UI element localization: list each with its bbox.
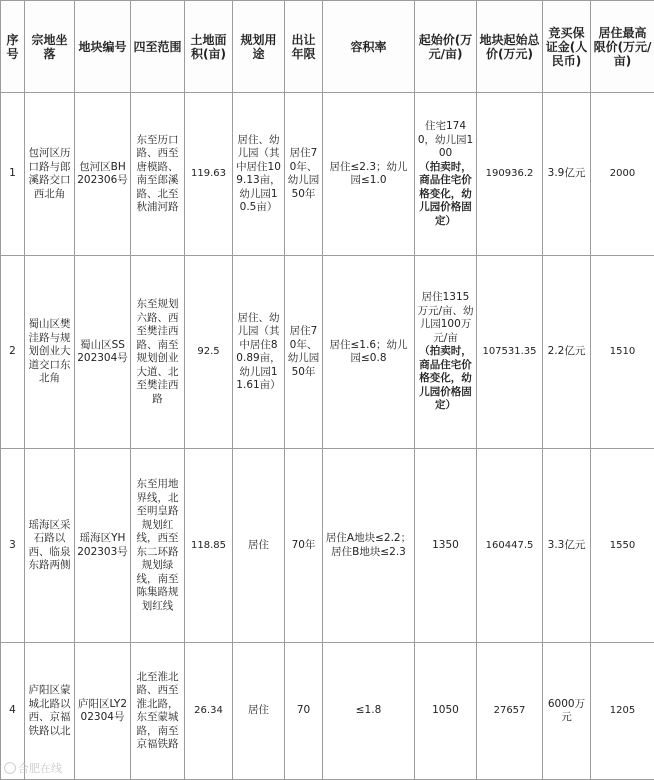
cell-location: 瑶海区采石路以西、临泉东路两侧	[25, 449, 75, 643]
watermark-text: 合肥在线	[18, 760, 62, 776]
cell-area: 118.85	[185, 449, 233, 643]
cell-bounds: 北至淮北路、西至淮北路，东至蒙城路，南至京福铁路	[131, 643, 185, 780]
cell-no: 2	[1, 256, 25, 449]
cell-ratio: 居住≤2.3；幼儿园≤1.0	[323, 93, 415, 256]
cell-bounds: 东至历口路、西至唐模路、南至郎溪路、北至秋浦河路	[131, 93, 185, 256]
cell-ratio: 居住A地块≤2.2；居住B地块≤2.3	[323, 449, 415, 643]
watermark	[4, 760, 62, 776]
header-term: 出让年限	[285, 1, 323, 93]
price-note: （拍卖时，商品住宅价格变化，幼儿园价格固定）	[417, 345, 474, 413]
price-note: （拍卖时，商品住宅价格变化，幼儿园价格固定）	[417, 161, 474, 229]
cell-term: 居住70年、幼儿园50年	[285, 256, 323, 449]
cell-no: 4	[1, 643, 25, 780]
cell-code: 包河区BH202306号	[75, 93, 131, 256]
cell-term: 居住70年、幼儿园50年	[285, 93, 323, 256]
cell-price	[415, 449, 477, 643]
header-use: 规划用途	[233, 1, 285, 93]
header-deposit: 竞买保证金(人民币)	[543, 1, 591, 93]
cell-price	[415, 256, 477, 449]
cell-price	[415, 643, 477, 780]
cell-total: 27657	[477, 643, 543, 780]
cell-code: 蜀山区SS202304号	[75, 256, 131, 449]
header-location: 宗地坐落	[25, 1, 75, 93]
cell-no: 1	[1, 93, 25, 256]
cell-code: 瑶海区YH202303号	[75, 449, 131, 643]
watermark-logo-icon	[4, 762, 16, 774]
price-text: 居住1315万元/亩、幼儿园100万元/亩	[417, 291, 473, 344]
cell-price	[415, 93, 477, 256]
cell-term: 70年	[285, 449, 323, 643]
header-no: 序号	[1, 1, 25, 93]
header-cap: 居住最高限价(万元/亩)	[591, 1, 654, 93]
cell-no: 3	[1, 449, 25, 643]
cell-code: 庐阳区LY202304号	[75, 643, 131, 780]
cell-bounds: 东至规划六路、西至樊洼西路、南至规划创业大道、北至樊洼西路	[131, 256, 185, 449]
header-bounds: 四至范围	[131, 1, 185, 93]
cell-total: 107531.35	[477, 256, 543, 449]
cell-location: 蜀山区樊洼路与规划创业大道交口东北角	[25, 256, 75, 449]
cell-area: 26.34	[185, 643, 233, 780]
cell-deposit: 3.9亿元	[543, 93, 591, 256]
header-row	[1, 1, 654, 93]
cell-area: 92.5	[185, 256, 233, 449]
header-price: 起始价(万元/亩)	[415, 1, 477, 93]
cell-use: 居住	[233, 449, 285, 643]
cell-total: 190936.2	[477, 93, 543, 256]
price-text: 1350	[432, 539, 459, 551]
table-row	[1, 643, 654, 780]
table-row	[1, 256, 654, 449]
cell-ratio: 居住≤1.6；幼儿园≤0.8	[323, 256, 415, 449]
cell-location: 包河区历口路与郎溪路交口西北角	[25, 93, 75, 256]
cell-cap: 1205	[591, 643, 654, 780]
cell-use: 居住	[233, 643, 285, 780]
header-area: 土地面积(亩)	[185, 1, 233, 93]
cell-location: 庐阳区蒙城北路以西、京福铁路以北	[25, 643, 75, 780]
cell-ratio: ≤1.8	[323, 643, 415, 780]
cell-cap: 1550	[591, 449, 654, 643]
table-row	[1, 449, 654, 643]
cell-area: 119.63	[185, 93, 233, 256]
cell-deposit: 2.2亿元	[543, 256, 591, 449]
cell-cap: 1510	[591, 256, 654, 449]
cell-term: 70	[285, 643, 323, 780]
price-text: 1050	[432, 704, 459, 716]
price-text: 住宅1740，幼儿园100	[418, 120, 473, 159]
table-row	[1, 93, 654, 256]
cell-bounds: 东至用地界线，北至明皇路规划红线，西至东二环路规划绿线，南至陈集路规划红线	[131, 449, 185, 643]
cell-deposit: 6000万元	[543, 643, 591, 780]
cell-cap: 2000	[591, 93, 654, 256]
cell-deposit: 3.3亿元	[543, 449, 591, 643]
header-ratio: 容积率	[323, 1, 415, 93]
header-total: 地块起始总价(万元)	[477, 1, 543, 93]
cell-use: 居住、幼儿园（其中居住80.89亩，幼儿园11.61亩）	[233, 256, 285, 449]
cell-use: 居住、幼儿园（其中居住109.13亩，幼儿园10.5亩）	[233, 93, 285, 256]
cell-total: 160447.5	[477, 449, 543, 643]
header-code: 地块编号	[75, 1, 131, 93]
